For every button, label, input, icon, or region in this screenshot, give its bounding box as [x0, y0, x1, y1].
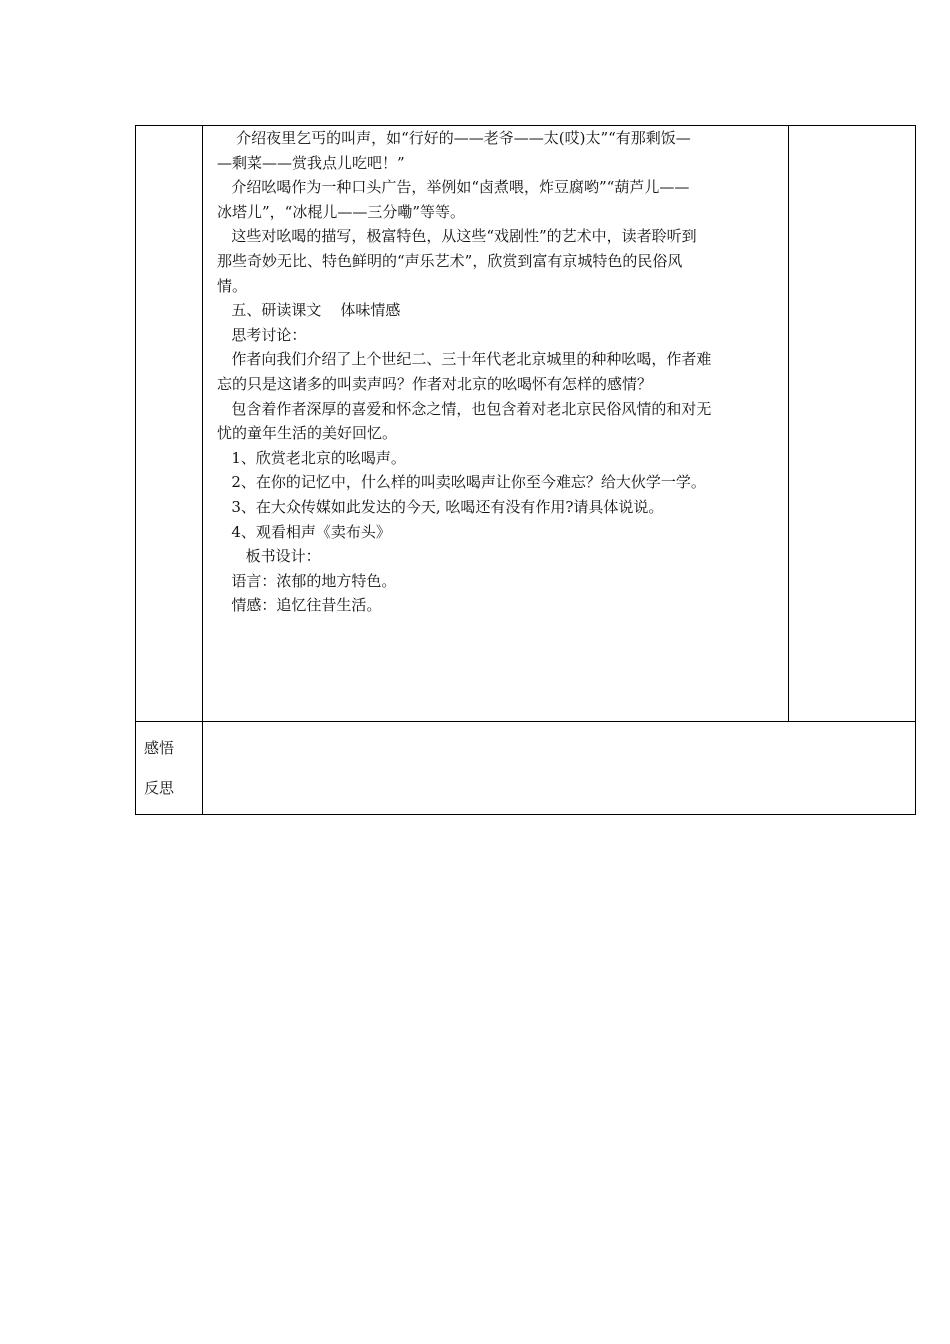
content-line: 包含着作者深厚的喜爱和怀念之情，也包含着对老北京民俗风情的和对无	[217, 399, 712, 418]
content-line: 情感：追忆往昔生活。	[217, 596, 382, 615]
content-line: 情。	[217, 276, 248, 295]
list-item: 4、观看相声《卖布头》	[217, 522, 391, 541]
content-line: 思考讨论：	[217, 325, 307, 344]
content-line: 语言：浓郁的地方特色。	[217, 571, 397, 590]
content-line: 介绍吆喝作为一种口头广告，举例如“卤煮喂，炸豆腐哟”“葫芦儿——	[217, 178, 690, 197]
list-item: 3、在大众传媒如此发达的今天, 吆喝还有没有作用?请具体说说。	[217, 497, 664, 516]
reflection-label-cell	[136, 722, 203, 815]
board-design-heading: 板书设计：	[217, 547, 321, 566]
lesson-table	[135, 125, 916, 815]
content-line: —剩菜——赏我点儿吃吧！”	[217, 153, 405, 172]
content-line: 介绍夜里乞丐的叫声，如“行好的——老爷——太(哎)太”“有那剩饭—	[217, 129, 691, 147]
content-line: 忧的童年生活的美好回忆。	[217, 424, 398, 443]
side-cell-empty	[789, 126, 916, 722]
content-line: 这些对吆喝的描写，极富特色，从这些“戏剧性”的艺术中，读者聆听到	[217, 227, 697, 246]
reflection-label: 感悟反思	[144, 739, 175, 797]
reflection-content-cell	[203, 722, 916, 815]
list-item: 2、在你的记忆中，什么样的叫卖吆喝声让你至今难忘？给大伙学一学。	[217, 473, 706, 492]
content-line: 忘的只是这诸多的叫卖声吗？作者对北京的吆喝怀有怎样的感情？	[217, 374, 653, 393]
lesson-content	[203, 126, 788, 618]
label-cell-empty	[136, 126, 203, 722]
lesson-content-cell	[203, 126, 789, 722]
content-line: 那些奇妙无比、特色鲜明的“声乐艺术”，欣赏到富有京城特色的民俗风	[217, 251, 683, 270]
section-heading: 五、研读课文 体味情感	[217, 301, 401, 320]
lesson-row	[136, 126, 916, 722]
content-line: 冰塔儿”，“冰棍儿——三分嘞”等等。	[217, 202, 466, 221]
reflection-row	[136, 722, 916, 815]
list-item: 1、欣赏老北京的吆喝声。	[217, 448, 406, 467]
content-line: 作者向我们介绍了上个世纪二、三十年代老北京城里的种种吆喝，作者难	[217, 350, 712, 369]
